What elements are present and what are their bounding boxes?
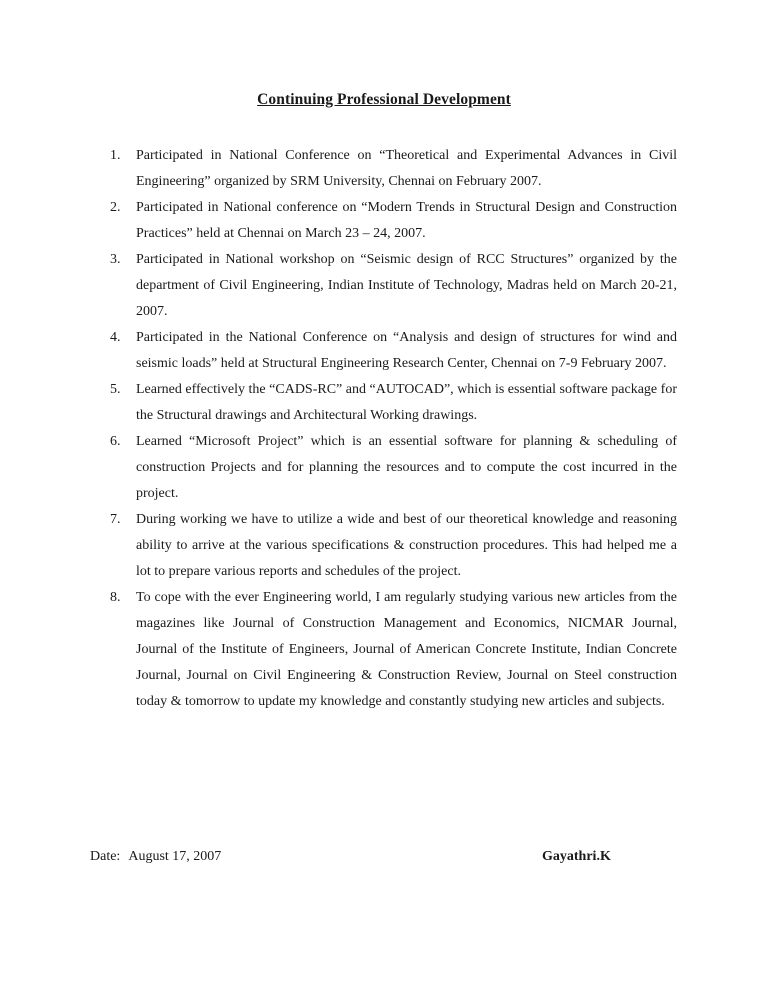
item-number: 7. xyxy=(110,512,121,527)
item-number: 8. xyxy=(110,590,121,605)
item-number: 4. xyxy=(110,330,121,345)
item-number: 5. xyxy=(110,382,121,397)
item-text: Participated in National conference on “Modern Trends in Structural Design and Construction Practices” held at Chennai on March 23 – 24, 2007. xyxy=(136,200,677,241)
list-item xyxy=(0,429,768,507)
item-text: Participated in National Conference on “Theoretical and Experimental Advances in Civil Engineering” organized by SRM University, Chennai on February 2007. xyxy=(136,148,677,189)
item-number: 1. xyxy=(110,148,121,163)
item-number: 3. xyxy=(110,252,121,267)
item-number: 6. xyxy=(110,434,121,449)
item-text: Learned “Microsoft Project” which is an essential software for planning & scheduling of construction Projects and for planning the resources and to compute the cost incurred in the project. xyxy=(136,434,677,501)
date-value: August 17, 2007 xyxy=(128,849,222,864)
item-text: Participated in the National Conference on “Analysis and design of structures for wind and seismic loads” held at Structural Engineering Research Center, Chennai on 7-9 February 2007. xyxy=(136,330,677,371)
list-item xyxy=(0,325,768,377)
item-number: 2. xyxy=(110,200,121,215)
item-text: Learned effectively the “CADS-RC” and “AUTOCAD”, which is essential software package for the Structural drawings and Architectural Working drawings. xyxy=(136,382,677,423)
item-text: During working we have to utilize a wide and best of our theoretical knowledge and reasoning ability to arrive at the various specifications & construction procedures. This had helped me a lot to prepare various reports and schedules of the project. xyxy=(136,512,677,579)
signature-name: Gayathri.K xyxy=(542,849,611,864)
list-item xyxy=(0,247,768,325)
date-label: Date: xyxy=(90,849,121,864)
list-item xyxy=(0,195,768,247)
list-item xyxy=(0,143,768,195)
list-item xyxy=(0,507,768,585)
footer-date xyxy=(90,846,221,868)
list-item xyxy=(0,377,768,429)
item-text: To cope with the ever Engineering world, I am regularly studying various new articles from the magazines like Journal of Construction Management and Economics, NICMAR Journal, Journal of the Institute of Engineers, Journal of American Concrete Institute, Indian Concrete Journal, Journal on Civil Engineering & Construction Review, Journal on Steel construction today & tomorrow to update my knowledge and constantly studying new articles and subjects. xyxy=(136,590,677,709)
item-text: Participated in National workshop on “Seismic design of RCC Structures” organized by the department of Civil Engineering, Indian Institute of Technology, Madras held on March 20-21, 2007. xyxy=(136,252,677,319)
development-list xyxy=(0,143,768,715)
document-title: Continuing Professional Development xyxy=(257,91,511,108)
list-item xyxy=(0,585,768,715)
